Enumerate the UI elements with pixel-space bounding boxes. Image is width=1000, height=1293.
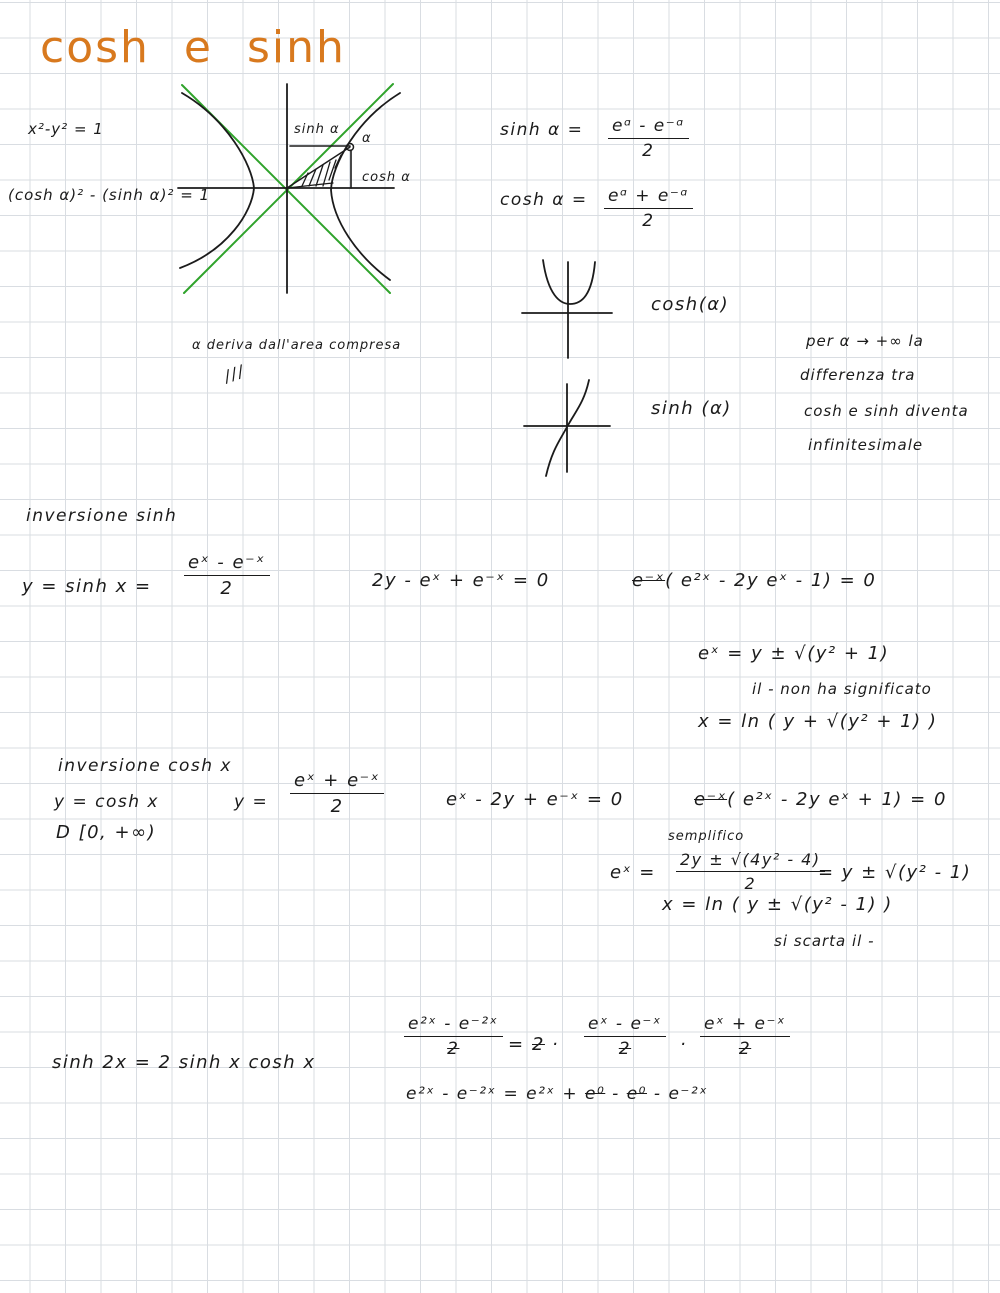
side-note-line-4: infinitesimale (808, 436, 924, 454)
inv-cosh-eq1: eˣ - 2y + e⁻ˣ = 0 (446, 789, 624, 810)
cosh-definition-lhs: cosh α = (500, 190, 588, 210)
sinh-definition-lhs: sinh α = (500, 120, 584, 140)
expansion-part-c: - (612, 1084, 620, 1104)
side-note-line-3: cosh e sinh diventa (804, 402, 969, 420)
sinh-definition-numerator: eᵅ - e⁻ᵅ (608, 116, 689, 139)
point-on-hyperbola (347, 144, 354, 151)
side-note-line-1: per α → +∞ la (806, 332, 924, 350)
inv-cosh-heading: inversione cosh x (58, 756, 232, 776)
area-note-marks: /// (221, 361, 248, 386)
cosh-definition-numerator: eᵅ + e⁻ᵅ (604, 186, 693, 209)
arc-bottom (287, 183, 333, 188)
inv-sinh-fraction (184, 552, 270, 599)
asymptote-line-2 (184, 84, 393, 293)
inv-sinh-eq1: 2y - eˣ + e⁻ˣ = 0 (372, 570, 550, 591)
inv-sinh-eq2-struck: e⁻ˣ (632, 570, 666, 591)
inv-sinh-note: il - non ha significato (752, 680, 932, 698)
double-angle-f1-denominator: 2 (447, 1039, 460, 1059)
expansion-part-e: - e⁻²ˣ (653, 1084, 709, 1104)
sinh-definition-fraction (608, 116, 689, 161)
label-sinh-alpha: sinh α (294, 122, 340, 137)
inv-sinh-numerator: eˣ - e⁻ˣ (184, 552, 270, 576)
inv-cosh-semplifico: semplifico (668, 829, 745, 844)
inv-cosh-numerator: eˣ + e⁻ˣ (290, 770, 384, 794)
inv-sinh-eq2 (632, 570, 876, 591)
hyperbola-left-branch (180, 93, 254, 268)
inv-cosh-denominator: 2 (330, 796, 344, 817)
inv-cosh-sol-lhs: eˣ = (610, 862, 656, 883)
inv-sinh-eq2-rest: ( e²ˣ - 2y eˣ - 1) = 0 (665, 570, 877, 591)
inv-cosh-sol-denominator: 2 (744, 874, 757, 893)
inv-sinh-sol2: x = ln ( y + √(y² + 1) ) (698, 711, 938, 732)
inv-cosh-sol-fraction (676, 850, 825, 893)
double-angle-fraction-4 (700, 1014, 790, 1059)
double-angle-dot-2: · (680, 1034, 688, 1055)
inv-sinh-denominator: 2 (220, 578, 234, 599)
double-angle-fraction-1 (404, 1014, 503, 1059)
inv-cosh-fraction (290, 770, 384, 817)
inv-cosh-eq2-rest: ( e²ˣ - 2y eˣ + 1) = 0 (727, 789, 947, 810)
inv-sinh-lhs: y = sinh x = (22, 576, 152, 597)
cosh-definition-denominator: 2 (642, 211, 655, 231)
label-cosh-alpha: cosh α (362, 170, 411, 185)
inv-cosh-note: si scarta il - (774, 932, 875, 950)
hatched-area (302, 155, 341, 186)
double-angle-factor-2: 2 (532, 1034, 545, 1055)
asymptote-line-1 (182, 85, 390, 293)
radius-to-point (287, 147, 350, 188)
double-angle-expansion (406, 1084, 708, 1104)
expansion-part-b: e⁰ (584, 1084, 606, 1104)
inv-cosh-eq2-struck: e⁻ˣ (694, 789, 728, 810)
inv-cosh-sol2: x = ln ( y ± √(y² - 1) ) (662, 894, 893, 915)
double-angle-f3-numerator: eˣ - e⁻ˣ (584, 1014, 666, 1037)
inv-cosh-def: y = cosh x (54, 792, 159, 812)
area-note: α deriva dall'area compresa (192, 338, 402, 353)
cosh-definition-fraction (604, 186, 693, 231)
sinh-graph-label: sinh (α) (651, 398, 732, 419)
inv-cosh-domain: D [0, +∞) (56, 822, 157, 843)
inv-sinh-sol1: eˣ = y ± √(y² + 1) (698, 643, 890, 664)
double-angle-identity: sinh 2x = 2 sinh x cosh x (52, 1052, 316, 1073)
hyperbola-right-branch (331, 93, 400, 280)
double-angle-f1-numerator: e²ˣ - e⁻²ˣ (404, 1014, 503, 1037)
page-title: cosh e sinh (40, 22, 346, 73)
inv-sinh-heading: inversione sinh (26, 506, 178, 526)
hyperbola-equation: x²-y² = 1 (28, 120, 104, 138)
side-note-line-2: differenza tra (800, 366, 916, 384)
double-angle-f4-denominator: 2 (738, 1039, 752, 1059)
label-alpha: α (362, 131, 372, 146)
sinh-definition-denominator: 2 (642, 141, 655, 161)
inv-cosh-lhs: y = (234, 792, 269, 812)
double-angle-equals: = (508, 1034, 525, 1055)
double-angle-dot-1: · (552, 1034, 560, 1055)
expansion-part-a: e²ˣ - e⁻²ˣ = e²ˣ + (406, 1084, 579, 1104)
double-angle-f4-numerator: eˣ + e⁻ˣ (700, 1014, 790, 1037)
inv-cosh-sol-numerator: 2y ± √(4y² - 4) (676, 850, 825, 872)
identity-equation: (cosh α)² - (sinh α)² = 1 (8, 186, 211, 204)
inv-cosh-sol-rhs: = y ± √(y² - 1) (818, 862, 972, 883)
double-angle-fraction-3 (584, 1014, 666, 1059)
double-angle-f3-denominator: 2 (618, 1039, 632, 1059)
cosh-graph-label: cosh(α) (651, 294, 730, 315)
expansion-part-d: e⁰ (626, 1084, 647, 1104)
inv-cosh-eq2 (694, 789, 947, 810)
